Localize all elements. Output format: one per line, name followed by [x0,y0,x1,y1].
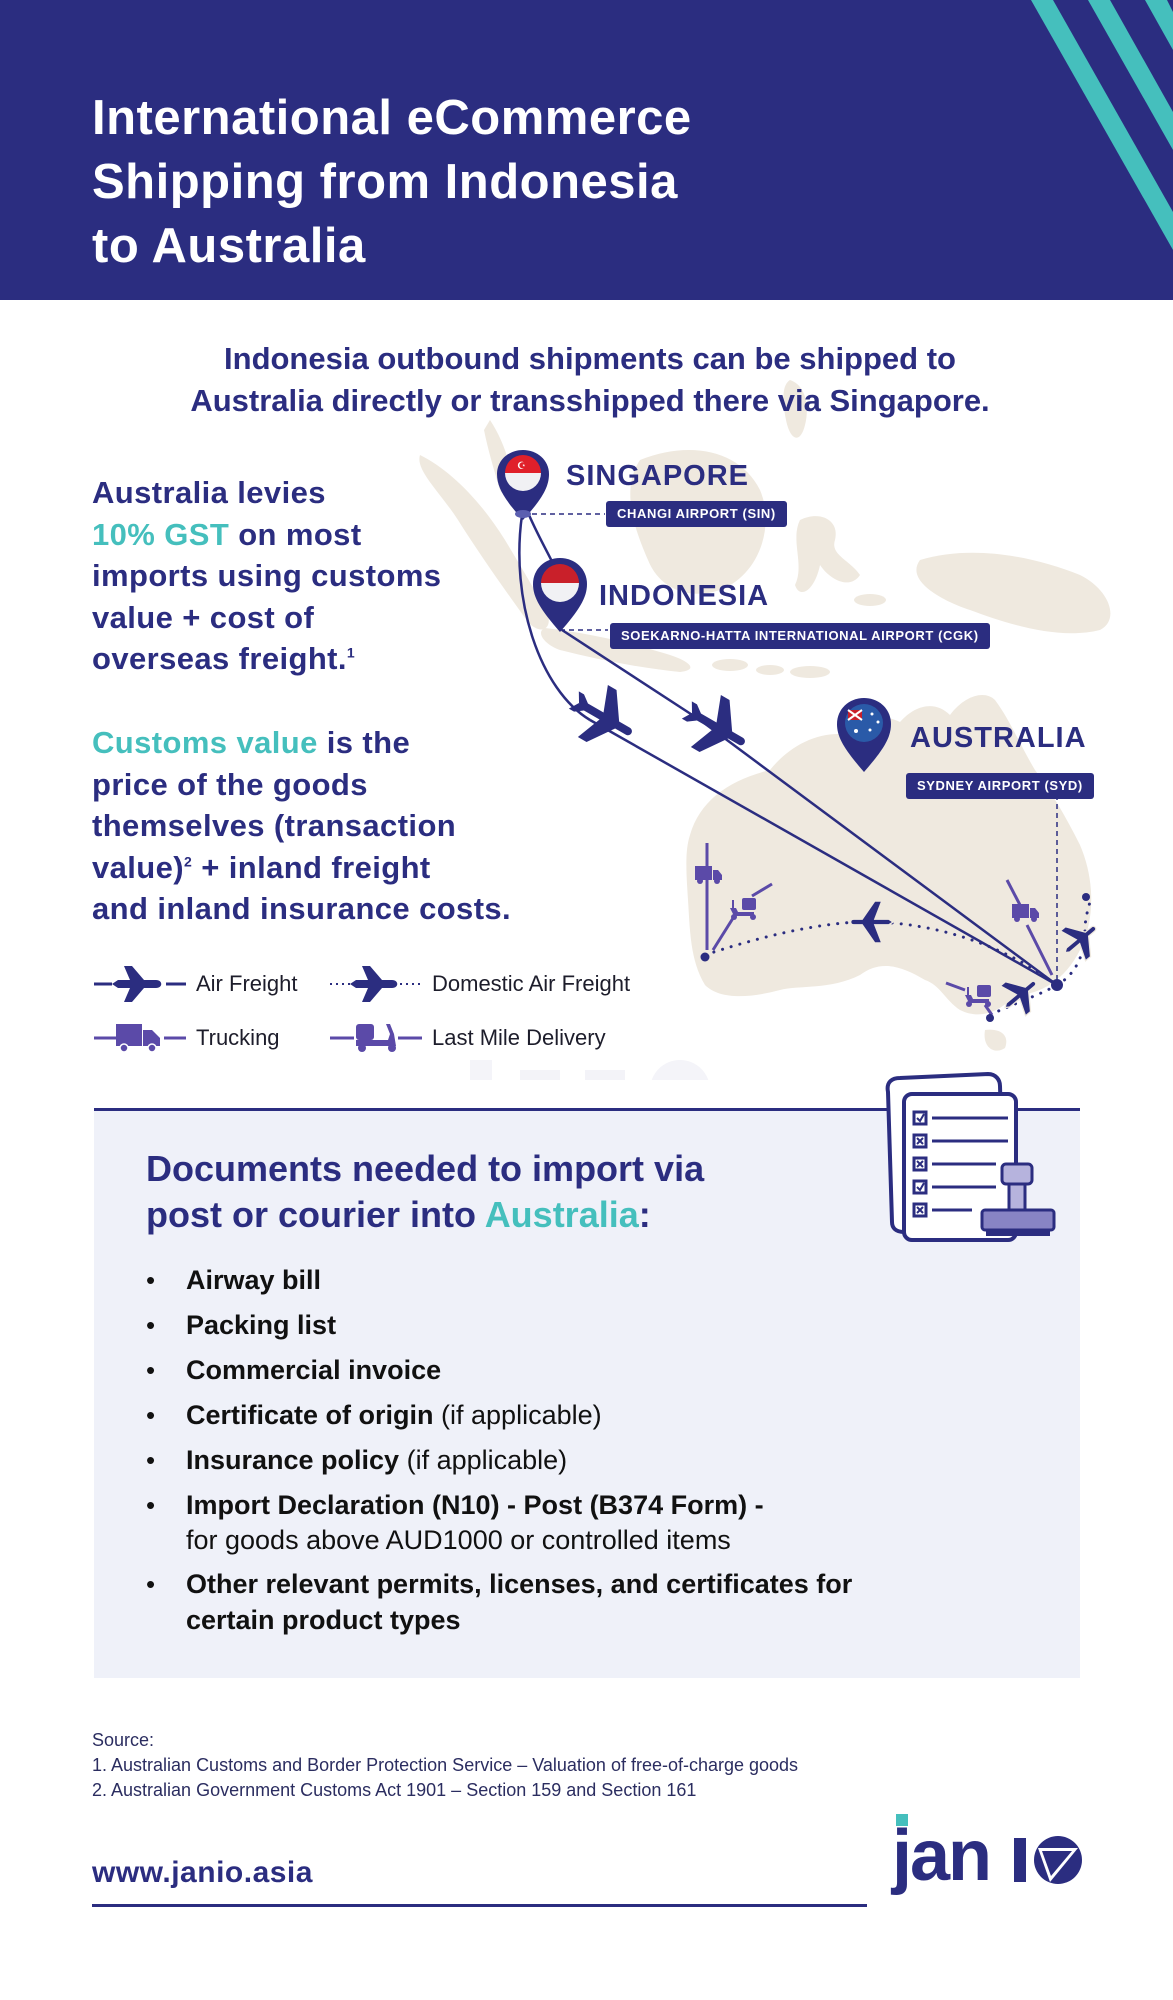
source-item: 2. Australian Government Customs Act 1901 – Section 159 and Section 161 [92,1780,697,1800]
gst-fact: Australia levies 10% GST on most imports using customs value + cost of overseas freight.$^1$ [92,475,442,676]
document-item: • Certificate of origin (if applicable) [146,1397,946,1433]
australia-label: AUSTRALIA [910,722,1087,754]
intro-text: Indonesia outbound shipments can be shipped to Australia directly or transshipped there via Singapore. [190,341,990,418]
legend-air-freight: Air Freight [94,964,297,1004]
page-title: International eCommerce Shipping from Indonesia to Australia [92,91,692,273]
legend-trucking: Trucking [94,1020,280,1056]
airplane-icon [330,964,422,1004]
changi-airport-tag: CHANGI AIRPORT (SIN) [606,501,787,527]
document-item: • Packing list [146,1307,946,1343]
sources-section: Source: 1. Australian Customs and Border Protection Service – Valuation of free-of-charge goods 2. Australian Government Customs Act 1901 – Section 159 and Section 161 [92,1728,852,1803]
document-item: • Commercial invoice [146,1352,946,1388]
source-item: 1. Australian Customs and Border Protection Service – Valuation of free-of-charge goods [92,1755,799,1775]
watermark-logo [470,1060,710,1080]
scooter-icon [330,1020,422,1056]
documents-list [146,1262,946,1647]
soekarno-hatta-airport-tag: SOEKARNO-HATTA INTERNATIONAL AIRPORT (CGK) [610,623,990,649]
legend-domestic-air-freight: Domestic Air Freight [330,964,630,1004]
indonesia-label: INDONESIA [599,580,770,612]
header-banner [0,0,1173,300]
airplane-icon [94,964,186,1004]
documents-title: Documents needed to import via post or courier into Australia: [146,1148,705,1235]
document-checklist-icon [870,1072,1060,1242]
footnote-ref: 2 [184,853,193,870]
decorative-stripes [873,0,1173,300]
gst-highlight: 10% GST [92,516,230,552]
janio-logo [886,1808,1086,1908]
truck-icon [94,1020,186,1056]
customs-value-fact: Customs value is the price of the goods themselves (transaction value)$^2$ + inland freight and inland insurance costs. [92,725,512,926]
document-item: • Insurance policy (if applicable) [146,1442,946,1478]
customs-value-highlight: Customs value [92,725,318,760]
airplane-icon [559,674,760,769]
document-item: • Import Declaration (N10) - Post (B374 Form) - for goods above AUD1000 or controlled items [146,1487,946,1557]
svg-text:☪: ☪ [517,461,526,472]
website-link[interactable]: www.janio.asia [92,1856,313,1889]
sydney-airport-tag: SYDNEY AIRPORT (SYD) [906,773,1094,799]
singapore-label: SINGAPORE [566,460,750,492]
legend-last-mile-delivery: Last Mile Delivery [330,1020,606,1056]
document-item: • Other relevant permits, licenses, and certificates for certain product types [146,1566,906,1638]
svg-text:jan: jan [892,1816,991,1896]
divider [92,1904,867,1907]
document-item: • Airway bill [146,1262,946,1298]
footnote-ref: 1 [346,644,356,661]
